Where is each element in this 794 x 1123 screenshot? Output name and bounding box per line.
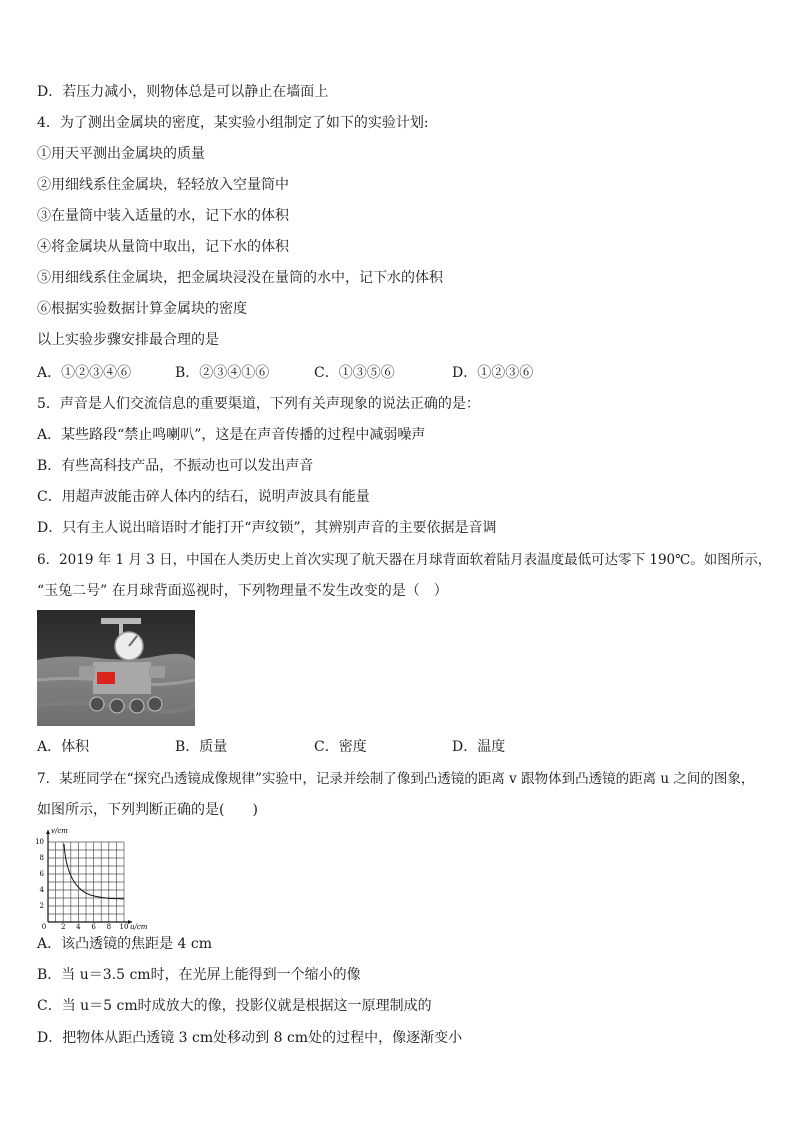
q3-option-d: D．若压力减小，则物体总是可以静止在墙面上 [37,84,329,100]
x-tick-2: 2 [60,923,66,930]
q7-option-c: C．当 u＝5 cm时成放大的像，投影仪就是根据这一原理制成的 [37,998,432,1014]
q7-stem-line2: 如图所示，下列判断正确的是( ) [37,802,258,818]
q4-step-4: ④将金属块从量筒中取出，记下水的体积 [37,239,289,255]
q7-option-b: B．当 u＝3.5 cm时，在光屏上能得到一个缩小的像 [37,967,361,983]
q7-stem-line1: 7．某班同学在“探究凸透镜成像规律”实验中，记录并绘制了像到凸透镜的距离 v 跟物体到凸透镜的距离 u 之间的图象， [37,771,755,787]
y-tick-8: 8 [39,854,44,862]
q4-question: 以上实验步骤安排最合理的是 [37,332,219,348]
x-tick-labels [42,923,129,930]
q6-stem-line1: 6．2019 年 1 月 3 日，中国在人类历史上首次实现了航天器在月球背面软着陆月表温度最低可达零下 190℃。如图所示， [37,552,772,568]
y-tick-10: 10 [35,838,44,846]
q6-option-d: D．温度 [452,739,506,755]
q5-option-a: A．某些路段“禁止鸣喇叭”，这是在声音传播的过程中减弱噪声 [37,427,426,443]
y-axis-label: v/cm [51,827,68,835]
x-tick-8: 8 [106,923,112,930]
q4-step-2: ②用细线系住金属块，轻轻放入空量筒中 [37,177,289,193]
v-u-graph-svg [28,824,160,930]
q4-step-1: ①用天平测出金属块的质量 [37,146,205,162]
y-tick-4: 4 [39,886,44,894]
q6-option-c: C．密度 [314,739,367,755]
y-tick-6: 6 [39,870,44,878]
x-tick-4: 4 [76,923,81,930]
x-axis-label: u/cm [130,923,148,930]
q4-option-b: B．②③④①⑥ [175,365,270,381]
q5-option-c: C．用超声波能击碎人体内的结石，说明声波具有能量 [37,489,370,505]
q4-step-5: ⑤用细线系住金属块，把金属块浸没在量筒的水中，记下水的体积 [37,270,443,286]
q7-option-a: A．该凸透镜的焦距是 4 cm [37,936,213,952]
q4-option-d: D．①②③⑥ [452,365,534,381]
y-tick-labels [35,838,44,910]
q5-option-d: D．只有主人说出暗语时才能打开“声纹锁”，其辨别声音的主要依据是音调 [37,520,497,536]
q6-option-b: B．质量 [175,739,228,755]
q4-option-a: A．①②③④⑥ [37,365,132,381]
q4-step-3: ③在量筒中装入适量的水，记下水的体积 [37,208,289,224]
y-axis-arrow [46,830,50,834]
x-tick-0: 0 [41,923,47,930]
y-tick-2: 2 [39,902,44,910]
image-distance-curve [64,844,124,899]
q4-stem: 4．为了测出金属块的密度，某实验小组制定了如下的实验计划: [37,115,429,131]
v-u-graph [28,824,160,930]
graph-grid [48,842,124,922]
lunar-rover-image [37,610,195,726]
q7-option-d: D．把物体从距凸透镜 3 cm处移动到 8 cm处的过程中，像逐渐变小 [37,1030,463,1046]
x-tick-10: 10 [119,923,129,930]
q5-option-b: B．有些高科技产品，不振动也可以发出声音 [37,458,314,474]
q6-stem-line2: “玉兔二号” 在月球背面巡视时，下列物理量不发生改变的是（ ） [37,583,448,599]
q4-step-6: ⑥根据实验数据计算金属块的密度 [37,301,247,317]
lunar-rover-photo [37,610,195,726]
x-tick-6: 6 [91,923,96,930]
q4-option-c: C．①③⑤⑥ [314,365,395,381]
q6-option-a: A．体积 [37,739,90,755]
q5-stem: 5．声音是人们交流信息的重要渠道，下列有关声现象的说法正确的是： [37,396,480,412]
